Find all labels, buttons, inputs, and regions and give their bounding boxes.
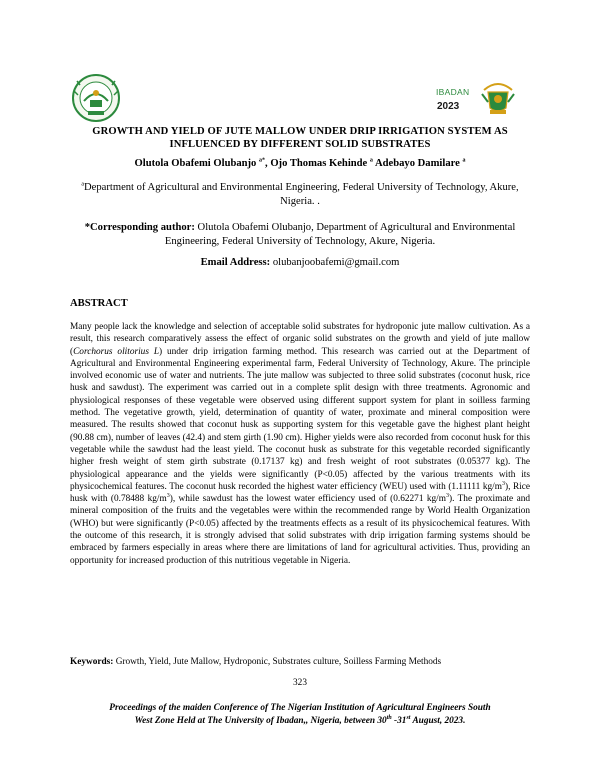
conference-year: 2023: [437, 101, 460, 112]
author-list: Olutola Obafemi Olubanjo $^{a*}$, Ojo Thomas Kehinde $^a$ Adebayo Damilare $^a$: [134, 157, 466, 169]
corresponding-label: *Corresponding author:: [84, 222, 195, 233]
species-name: Corchorus olitorius L: [73, 346, 159, 357]
keywords-label: Keywords:: [70, 657, 114, 667]
page-number: 323: [293, 678, 307, 688]
abstract-part-2: ) under drip irrigation farming method. This research was carried out at the Department of Agricultural and Environmental Engineering experimental farm, Federal University of Technology, Akure. The principle involved economic use of water and nutrients. The jute mallow was subjected to three solid substrates (coconut husk, rice husk and sawdust). The experiment was carried out in a complete split design with three treatments. Agronomic and physiological responses of these vegetable were observed using different support system for plant in soilless farming method. The vegetative growth, yield, determination of quantity of water, proximate and mineral composition were measured. The results showed that coconut husk as supporting system for this vegetable gave the highest plant height (90.88 cm), number of leaves (42.4) and stem girth (1.90 cm). Higher yields were also recorded from coconut husk for this vegetable while the sawdust had the least yield. The coconut husk as substrate for this vegetable recorded significantly higher fresh weight of stem girth substrate (0.17137 kg) and fresh weight of root substrates (0.05377 kg). The physiological appearance and the yields were significantly (P<0.05) affected by the various treatments with its physicochemical features. The coconut husk recorded the highest water efficiency (WEU) used with (1.11111 kg/m: [70, 346, 530, 492]
university-crest-icon: [478, 80, 518, 116]
abstract-body: [70, 321, 530, 567]
footer-line-2c: August, 2023.: [410, 715, 466, 726]
title-line-1: GROWTH AND YIELD OF JUTE MALLOW UNDER DRIP IRRIGATION SYSTEM AS: [92, 126, 508, 137]
unit-exponent-1: 3: [501, 480, 505, 487]
affiliation-text: Department of Agricultural and Environmental Engineering, Federal University of Technology, Akure, Nigeria. .: [84, 182, 519, 207]
author-1-affil: a*: [259, 157, 266, 164]
footer-line-2b: -31: [391, 715, 407, 726]
author-3: Adebayo Damilare: [374, 158, 460, 169]
footer-sup-th: th: [386, 714, 392, 721]
author-3-affil: a: [462, 157, 466, 164]
email-label: Email Address:: [200, 257, 271, 268]
abstract-part-5: ). The proximate and mineral composition of the fruits and the vegetables were within the recommended range by World Health Organization (WHO) but were significantly (P<0.05) affected by the treatments effects as a result of its physicochemical features. With the outcome of this research, it is strongly advised that solid substrates with drip irrigation farming systems should be embraced by farmers especially in areas where there are limitations of land for agricultural activities. Thus, providing an opportunity for increased production of this nutritious vegetable in Nigeria.: [70, 494, 530, 566]
affiliation: [70, 181, 530, 209]
footer-line-2: [60, 715, 540, 728]
keywords: [70, 657, 530, 667]
title-line-2: INFLUENCED BY DIFFERENT SOLID SUBSTRATES: [169, 139, 431, 150]
author-1: Olutola Obafemi Olubanjo: [134, 158, 257, 169]
abstract-part-4: ), while sawdust has the lowest water efficiency used of (0.62271 kg/m: [169, 494, 446, 505]
corresponding-text: Olutola Obafemi Olubanjo, Department of Agricultural and Environmental Engineering, Federal University of Technology, Akure, Nigeria.: [164, 222, 516, 247]
abstract-part-1: Many people lack the knowledge and selection of acceptable solid substrates for hydroponic jute mallow cultivation. As a result, this research comparatively assess the effect of organic solid substrates on the growth and yield of jute mallow (: [70, 322, 530, 357]
keywords-text: Growth, Yield, Jute Mallow, Hydroponic, Substrates culture, Soilless Farming Methods: [115, 657, 442, 667]
abstract-part-3: ), Rice husk with (0.78488 kg/m: [70, 481, 531, 505]
unit-exponent-2: 3: [166, 493, 170, 500]
email-line: [70, 257, 530, 268]
author-2-affil: a: [369, 157, 373, 164]
abstract-heading: ABSTRACT: [70, 298, 128, 309]
email-address[interactable]: olubanjoobafemi@gmail.com: [272, 257, 400, 268]
paper-title: [60, 125, 540, 151]
proceedings-footer: [60, 702, 540, 727]
ibadan-label: IBADAN: [436, 87, 470, 97]
unit-exponent-3: 3: [445, 493, 449, 500]
footer-sup-st: st: [406, 714, 411, 721]
footer-line-1: Proceedings of the maiden Conference of The Nigerian Institution of Agricultural Engineers South: [109, 703, 491, 713]
footer-line-2a: West Zone Held at The University of Ibadan,, Nigeria, between 30: [134, 715, 387, 726]
author-2: Ojo Thomas Kehinde: [270, 158, 368, 169]
niae-logo-icon: [70, 73, 122, 123]
affiliation-marker: a: [81, 181, 84, 188]
corresponding-author: [70, 221, 530, 249]
